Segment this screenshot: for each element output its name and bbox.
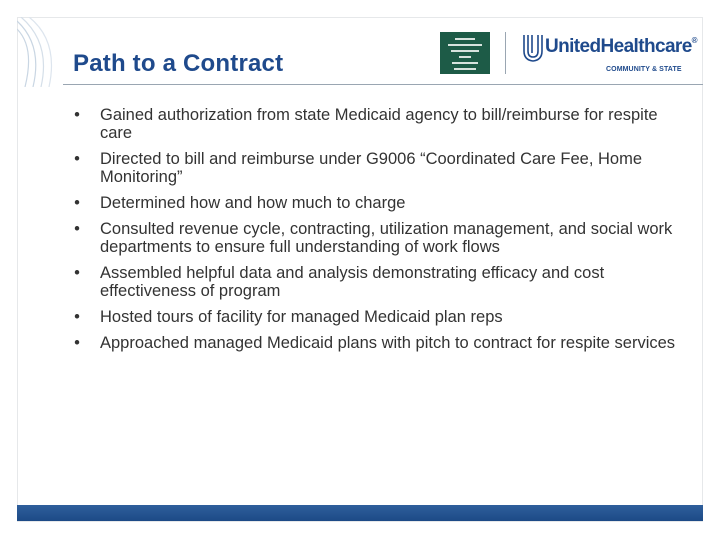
bullet-marker: •	[74, 264, 80, 282]
uhc-shield-icon	[522, 33, 544, 63]
nhpco-logo-icon	[440, 32, 490, 74]
footer-bar	[17, 505, 703, 521]
bullet-marker: •	[74, 150, 80, 168]
bullet-item: • Determined how and how much to charge	[70, 194, 690, 212]
bullet-marker: •	[74, 308, 80, 326]
bullet-item: • Approached managed Medicaid plans with pitch to contract for respite services	[70, 334, 690, 352]
uhc-logo-subtitle: COMMUNITY & STATE	[606, 66, 682, 73]
bullet-marker: •	[74, 194, 80, 212]
bullet-item: • Assembled helpful data and analysis demonstrating efficacy and cost effectiveness of program	[70, 264, 690, 300]
bullet-marker: •	[74, 106, 80, 124]
bullet-list	[70, 106, 690, 360]
bullet-marker: •	[74, 334, 80, 352]
decorative-swoosh-icon	[17, 17, 77, 87]
uhc-logo-name: UnitedHealthcare®	[545, 36, 697, 57]
title-divider	[63, 84, 703, 85]
bullet-marker: •	[74, 220, 80, 238]
bullet-item: • Consulted revenue cycle, contracting, utilization management, and social work departments to ensure full understanding of work flows	[70, 220, 690, 256]
bullet-item: • Directed to bill and reimburse under G9006 “Coordinated Care Fee, Home Monitoring”	[70, 150, 690, 186]
slide-title: Path to a Contract	[73, 50, 284, 77]
logo-divider	[505, 32, 506, 74]
bullet-item: • Gained authorization from state Medicaid agency to bill/reimburse for respite care	[70, 106, 690, 142]
bullet-item: • Hosted tours of facility for managed Medicaid plan reps	[70, 308, 690, 326]
